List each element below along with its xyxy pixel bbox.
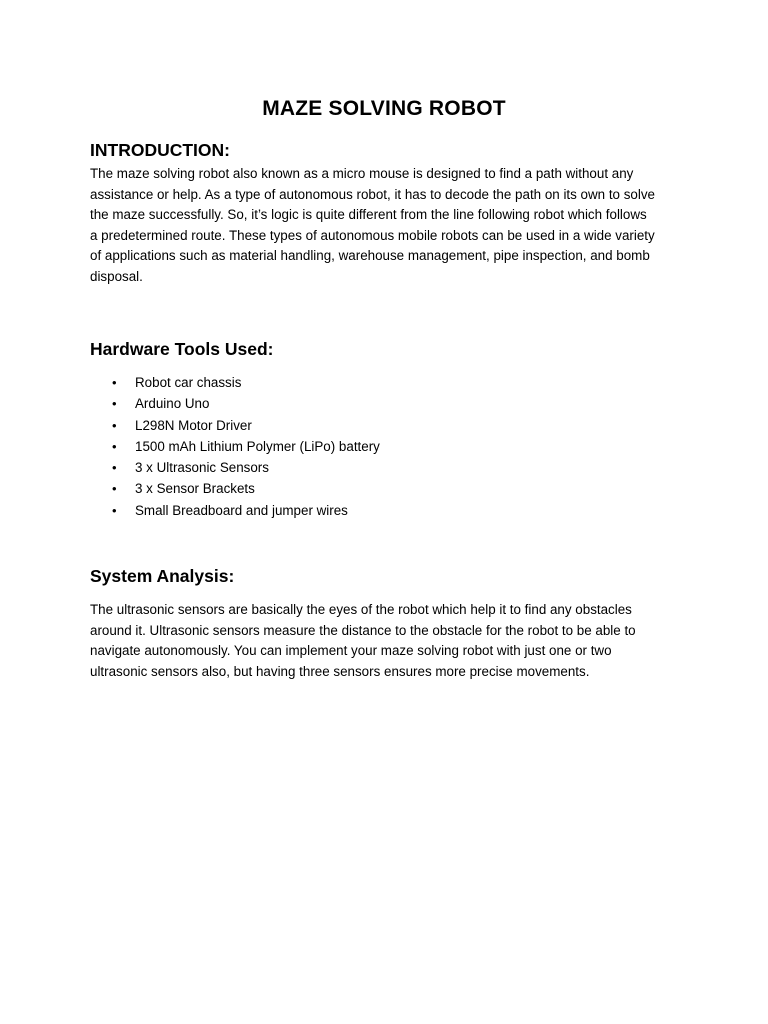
list-item xyxy=(112,415,380,436)
system-analysis-paragraph xyxy=(90,600,690,682)
paragraph-line: of applications such as material handling, warehouse management, pipe inspection, and bomb xyxy=(90,248,650,264)
hardware-tools-list xyxy=(112,372,380,521)
list-item-text: 3 x Sensor Brackets xyxy=(135,481,255,497)
introduction-heading: INTRODUCTION: xyxy=(90,140,230,160)
paragraph-line: around it. Ultrasonic sensors measure the distance to the obstacle for the robot to be able to xyxy=(90,622,636,638)
paragraph-line: assistance or help. As a type of autonomous robot, it has to decode the path on its own to solve xyxy=(90,186,655,202)
list-item-text: L298N Motor Driver xyxy=(135,417,252,433)
list-item xyxy=(112,500,380,521)
list-item xyxy=(112,436,380,457)
system-analysis-heading: System Analysis: xyxy=(90,566,235,586)
list-item-text: Arduino Uno xyxy=(135,396,210,412)
paragraph-line: disposal. xyxy=(90,268,143,284)
introduction-paragraph xyxy=(90,164,690,288)
list-item xyxy=(112,393,380,414)
paragraph-line: the maze successfully. So, it’s logic is quite different from the line following robot which follows xyxy=(90,207,647,223)
bullet-marker: • xyxy=(112,481,117,497)
list-item-text: 3 x Ultrasonic Sensors xyxy=(135,460,269,476)
paragraph-line: ultrasonic sensors also, but having three sensors ensures more precise movements. xyxy=(90,663,590,679)
list-item-text: 1500 mAh Lithium Polymer (LiPo) battery xyxy=(135,438,380,454)
bullet-marker: • xyxy=(112,375,117,390)
paragraph-line: The ultrasonic sensors are basically the eyes of the robot which help it to find any obstacles xyxy=(90,602,632,617)
bullet-marker: • xyxy=(112,438,117,454)
bullet-marker: • xyxy=(112,396,117,412)
list-item-text: Small Breadboard and jumper wires xyxy=(135,502,348,518)
document-title: MAZE SOLVING ROBOT xyxy=(262,97,506,120)
list-item-text: Robot car chassis xyxy=(135,375,242,390)
hardware-tools-heading: Hardware Tools Used: xyxy=(90,339,274,359)
list-item xyxy=(112,457,380,478)
paragraph-line: navigate autonomously. You can implement your maze solving robot with just one or two xyxy=(90,643,612,659)
bullet-marker: • xyxy=(112,502,117,518)
list-item xyxy=(112,372,380,393)
bullet-marker: • xyxy=(112,417,117,433)
bullet-marker: • xyxy=(112,460,117,476)
paragraph-line: a predetermined route. These types of autonomous mobile robots can be used in a wide variety xyxy=(90,227,655,243)
paragraph-line: The maze solving robot also known as a micro mouse is designed to find a path without any xyxy=(90,166,634,181)
list-item xyxy=(112,478,380,499)
